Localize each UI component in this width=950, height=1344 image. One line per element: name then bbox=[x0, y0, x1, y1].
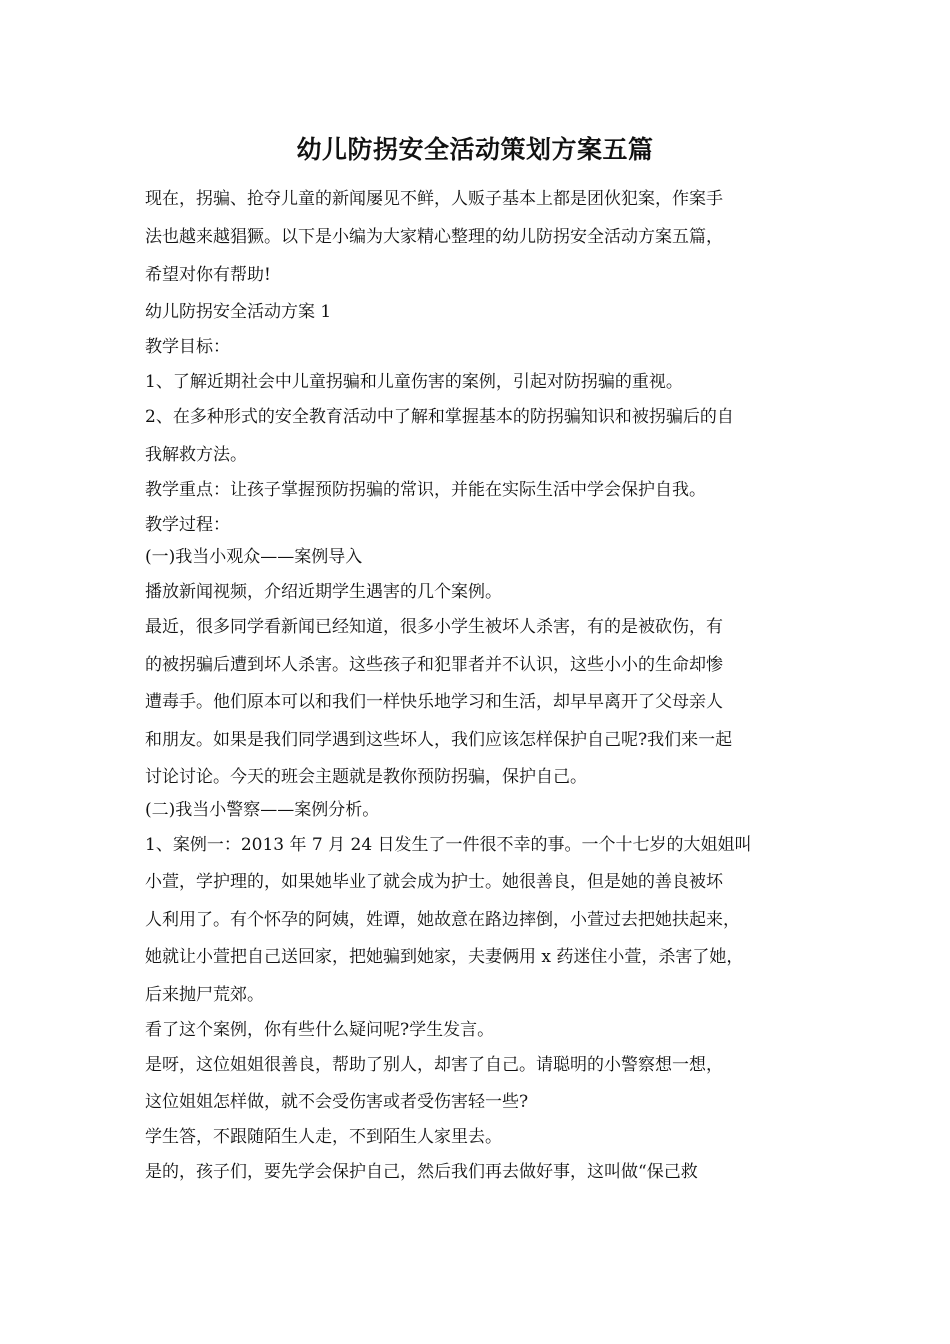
text-line: 学生答，不跟随陌生人走，不到陌生人家里去。 bbox=[145, 1127, 502, 1147]
text-line: 最近，很多同学看新闻已经知道，很多小学生被坏人杀害，有的是被砍伤，有 bbox=[145, 617, 723, 637]
text-line: 是的，孩子们，要先学会保护自己，然后我们再去做好事，这叫做“保己救 bbox=[145, 1162, 698, 1182]
text-line: 教学过程： bbox=[145, 515, 230, 535]
text-line: 看了这个案例，你有些什么疑问呢?学生发言。 bbox=[145, 1020, 495, 1040]
text-line: 1、案例一：2013 年 7 月 24 日发生了一件很不幸的事。一个十七岁的大姐姐叫 bbox=[145, 835, 752, 855]
text-line: 后来抛尸荒郊。 bbox=[145, 985, 264, 1005]
text-line: 2、在多种形式的安全教育活动中了解和掌握基本的防拐骗知识和被拐骗后的自 bbox=[145, 407, 734, 427]
text-line: 教学目标： bbox=[145, 337, 230, 357]
text-line: (一)我当小观众——案例导入 bbox=[145, 547, 363, 567]
text-line: 是呀，这位姐姐很善良，帮助了别人，却害了自己。请聪明的小警察想一想， bbox=[145, 1055, 723, 1075]
document-title: 幼儿防拐安全活动策划方案五篇 bbox=[296, 135, 654, 164]
text-line: 1、了解近期社会中儿童拐骗和儿童伤害的案例，引起对防拐骗的重视。 bbox=[145, 372, 683, 392]
text-line: (二)我当小警察——案例分析。 bbox=[145, 800, 380, 820]
text-line: 现在，拐骗、抢夺儿童的新闻屡见不鲜，人贩子基本上都是团伙犯案，作案手 bbox=[145, 189, 723, 209]
text-line: 希望对你有帮助! bbox=[145, 265, 271, 285]
text-line: 的被拐骗后遭到坏人杀害。这些孩子和犯罪者并不认识，这些小小的生命却惨 bbox=[145, 655, 723, 675]
text-line: 法也越来越猖獗。以下是小编为大家精心整理的幼儿防拐安全活动方案五篇， bbox=[145, 227, 723, 247]
text-line: 遭毒手。他们原本可以和我们一样快乐地学习和生活，却早早离开了父母亲人 bbox=[145, 692, 723, 712]
text-line: 教学重点：让孩子掌握预防拐骗的常识，并能在实际生活中学会保护自我。 bbox=[145, 480, 706, 500]
text-line: 我解救方法。 bbox=[145, 445, 247, 465]
text-line: 播放新闻视频，介绍近期学生遇害的几个案例。 bbox=[145, 582, 502, 602]
section-heading: 幼儿防拐安全活动方案 1 bbox=[145, 302, 332, 322]
text-line: 小萱，学护理的，如果她毕业了就会成为护士。她很善良，但是她的善良被坏 bbox=[145, 872, 723, 892]
text-line: 这位姐姐怎样做，就不会受伤害或者受伤害轻一些? bbox=[145, 1092, 529, 1112]
text-line: 和朋友。如果是我们同学遇到这些坏人，我们应该怎样保护自己呢?我们来一起 bbox=[145, 730, 733, 750]
text-line: 讨论讨论。今天的班会主题就是教你预防拐骗，保护自己。 bbox=[145, 767, 587, 787]
text-line: 人利用了。有个怀孕的阿姨，姓谭，她故意在路边摔倒，小萱过去把她扶起来， bbox=[145, 910, 740, 930]
text-line: 她就让小萱把自己送回家，把她骗到她家，夫妻俩用 x 药迷住小萱，杀害了她， bbox=[145, 947, 744, 967]
